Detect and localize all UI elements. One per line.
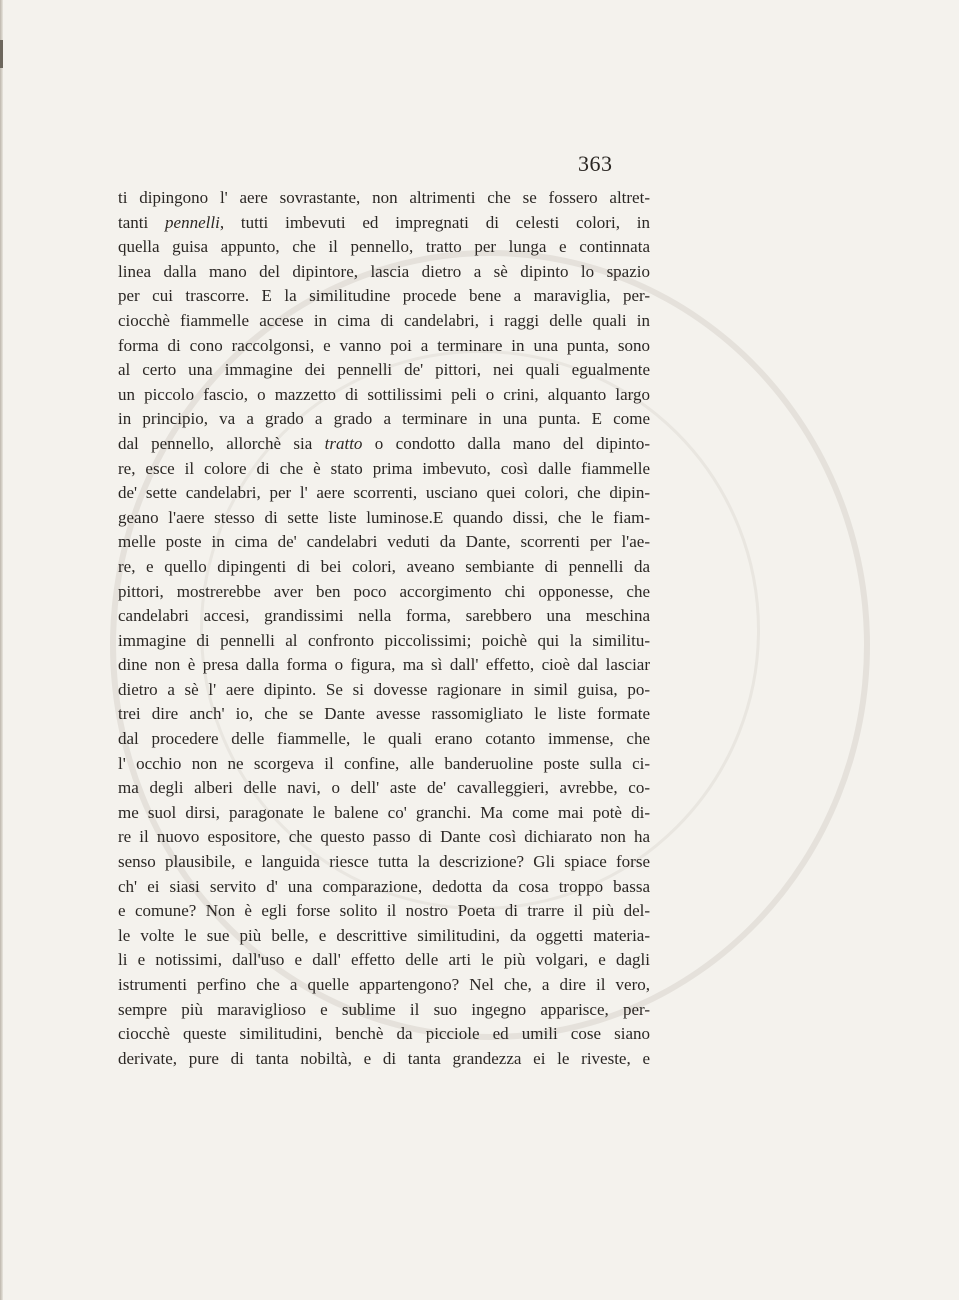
text-line: li e notissimi, dall'uso e dall' effetto delle arti le più volgari, e dagli [118, 950, 650, 970]
page-number: 363 [578, 151, 613, 176]
text-line: dal procedere delle fiammelle, le quali erano cotanto immense, che [118, 729, 650, 749]
italic-word: pennelli [165, 212, 220, 232]
text-line: trei dire anch' io, che se Dante avesse rassomigliato le liste formate [118, 704, 650, 724]
text-line: le volte le sue più belle, e descrittive similitudini, da oggetti materia- [118, 925, 650, 945]
text-line: un piccolo fascio, o mazzetto di sottilissimi peli o crini, alquanto largo [118, 384, 650, 404]
text-line: e comune? Non è egli forse solito il nostro Poeta di trarre il più del- [118, 901, 650, 921]
text-line: ti dipingono l' aere sovrastante, non altrimenti che se fossero altret- [118, 188, 650, 207]
text-line: derivate, pure di tanta nobiltà, e di tanta grandezza ei le riveste, e [118, 1048, 650, 1068]
text-line: re il nuovo espositore, che questo passo di Dante così dichiarato non ha [118, 827, 650, 847]
text-line: immagine di pennelli al confronto piccolissimi; poichè qui la similitu- [118, 630, 650, 650]
text-line: dal pennello, allorchè sia tratto o condotto dalla mano del dipinto- [118, 433, 650, 453]
text-line: ma degli alberi delle navi, o dell' aste de' cavalleggieri, avrebbe, co- [118, 778, 650, 798]
text-line: pittori, mostrerebbe aver ben poco accorgimento chi opponesse, che [118, 581, 650, 601]
text-line: dine non è presa dalla forma o figura, ma sì dall' effetto, cioè dal lasciar [118, 655, 650, 675]
text-line: al certo una immagine dei pennelli de' pittori, nei quali egualmente [118, 360, 650, 380]
text-line: quella guisa appunto, che il pennello, tratto per lunga e continnata [118, 237, 650, 257]
text-line: melle poste in cima de' candelabri veduti da Dante, scorrenti per l'ae- [118, 532, 650, 552]
text-line: tanti pennelli, tutti imbevuti ed impregnati di celesti colori, in [118, 212, 650, 232]
text-line: ciocchè fiammelle accese in cima di candelabri, i raggi delle quali in [118, 310, 650, 330]
text-line: ciocchè queste similitudini, benchè da picciole ed umili cose siano [118, 1024, 650, 1044]
text-line: sempre più maraviglioso e sublime il suo ingegno apparisce, per- [118, 999, 650, 1019]
text-line: me suol dirsi, paragonate le balene co' granchi. Ma come mai potè di- [118, 802, 650, 822]
text-line: re, esce il colore di che è stato prima imbevuto, così dalle fiammelle [118, 458, 650, 478]
text-line: ch' ei siasi servito d' una comparazione, dedotta da cosa troppo bassa [118, 876, 650, 896]
italic-word: tratto [324, 433, 363, 453]
text-line: candelabri accesi, grandissimi nella forma, sarebbero una meschina [118, 606, 650, 626]
text-line: geano l'aere stesso di sette liste luminose.E quando dissi, che le fiam- [118, 507, 650, 527]
text-line: re, e quello dipingenti di bei colori, aveano sembiante di pennelli da [118, 556, 650, 576]
text-line: linea dalla mano del dipintore, lascia dietro a sè dipinto lo spazio [118, 261, 650, 281]
text-line: de' sette candelabri, per l' aere scorrenti, usciano quei colori, che dipin- [118, 483, 650, 503]
text-line: in principio, va a grado a grado a terminare in una punta. E come [118, 409, 650, 429]
text-line: istrumenti perfino che a quelle appartengono? Nel che, a dire il vero, [118, 975, 650, 994]
page-edge [0, 0, 3, 1300]
page-edge-mark [0, 40, 3, 68]
text-line: forma di cono raccolgonsi, e vanno poi a terminare in una punta, sono [118, 335, 650, 355]
text-line: senso plausibile, e languida riesce tutta la descrizione? Gli spiace forse [118, 852, 650, 872]
text-line: per cui trascorre. E la similitudine procede bene a maraviglia, per- [118, 286, 650, 306]
text-line: dietro a sè l' aere dipinto. Se si dovesse ragionare in simil guisa, po- [118, 679, 650, 699]
text-line: l' occhio non ne scorgeva il confine, alle banderuoline poste sulla ci- [118, 753, 650, 773]
body-text [118, 186, 650, 1071]
